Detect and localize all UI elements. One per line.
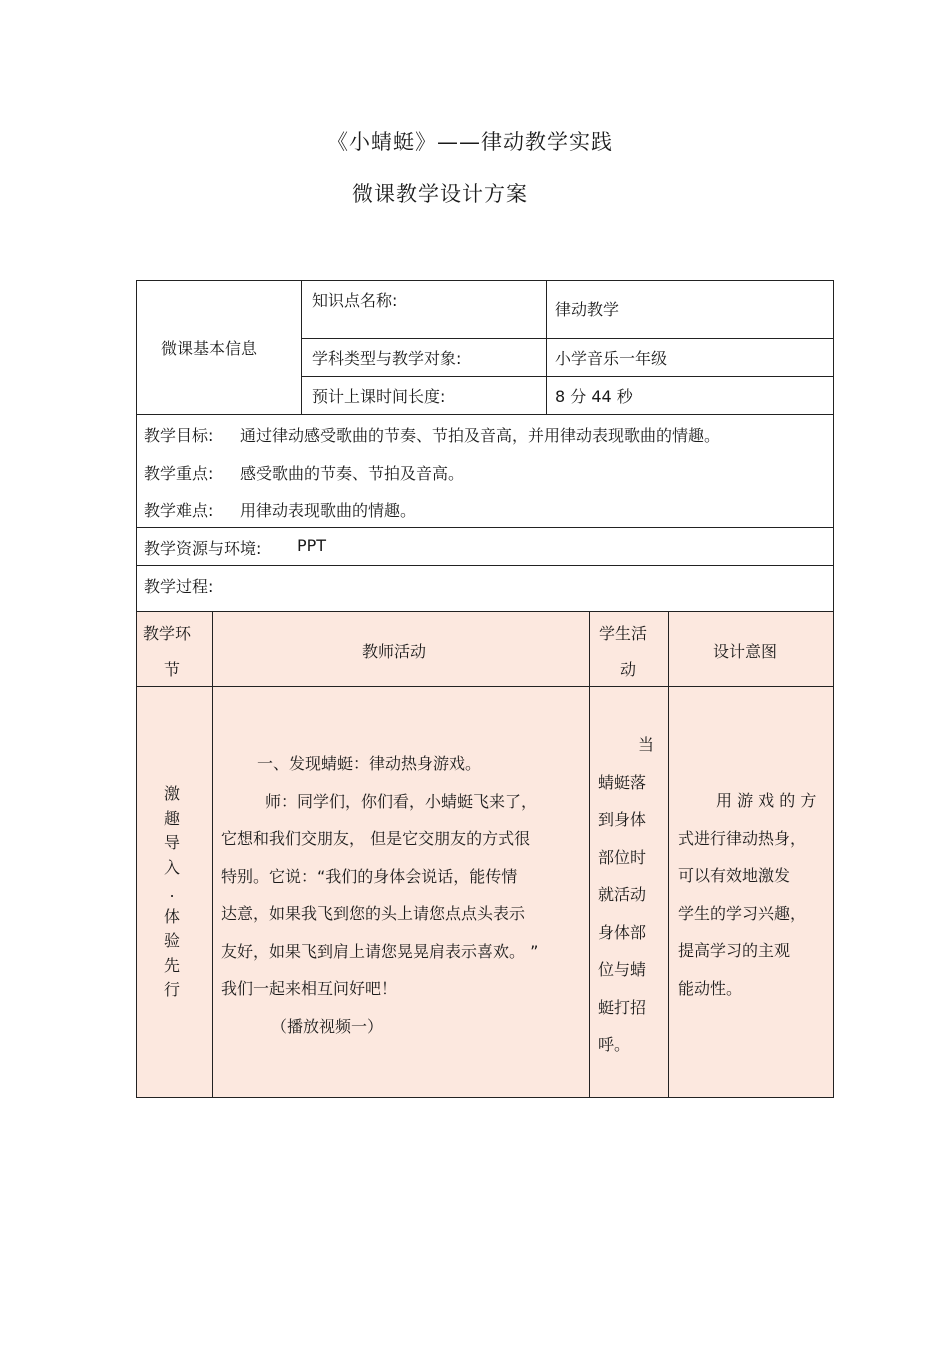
- info-label-knowledge: 知识点名称:: [312, 291, 398, 310]
- student-line: 到身体: [598, 810, 647, 829]
- design-line: 式进行律动热身，: [678, 828, 807, 848]
- teacher-line: 友好，如果飞到肩上请您晃晃肩表示喜欢。 ”: [221, 941, 539, 961]
- teacher-line: 它想和我们交朋友， 但是它交朋友的方式很: [221, 829, 531, 848]
- stage-char: 入: [163, 857, 180, 877]
- teacher-line: 我们一起来相互问好吧！: [221, 979, 398, 998]
- header-design-intent: 设计意图: [713, 642, 778, 661]
- header-student-line1: 学生活: [599, 624, 648, 643]
- stage-char: 激: [163, 784, 180, 803]
- design-line: 能动性。: [678, 978, 743, 998]
- design-line: 可以有效地激发: [678, 866, 791, 885]
- design-line: 用 游 戏 的 方: [716, 791, 817, 810]
- key-point-label: 教学重点:: [144, 464, 214, 483]
- info-label-subject: 学科类型与教学对象:: [312, 349, 462, 368]
- header-teacher-activity: 教师活动: [362, 642, 427, 661]
- stage-char: 行: [163, 980, 180, 999]
- document-subtitle: 微课教学设计方案: [352, 182, 528, 206]
- teacher-line: 师：同学们，你们看，小蜻蜓飞来了，: [265, 791, 538, 811]
- teacher-line: 特别。它说：“我们的身体会说话，能传情: [221, 866, 518, 886]
- stage-char: 验: [163, 931, 180, 950]
- stage-vertical-text: [162, 782, 182, 1003]
- difficulty-label: 教学难点:: [144, 501, 214, 520]
- design-intent-text: [678, 782, 828, 1007]
- info-label-duration: 预计上课时间长度:: [312, 387, 446, 406]
- difficulty-text: 用律动表现歌曲的情趣。: [240, 501, 417, 520]
- section-label-basic-info: 微课基本信息: [161, 339, 258, 358]
- stage-char: 先: [163, 955, 180, 975]
- stage-char: 趣: [163, 808, 180, 828]
- objective-text: 通过律动感受歌曲的节奏、节拍及音高，并用律动表现歌曲的情趣。: [240, 426, 721, 445]
- objective-label: 教学目标:: [144, 426, 214, 445]
- process-label: 教学过程:: [144, 577, 214, 596]
- key-point-text: 感受歌曲的节奏、节拍及音高。: [240, 464, 465, 483]
- info-value-duration: 8 分 44 秒: [555, 387, 633, 406]
- header-student-line2: 动: [620, 660, 637, 679]
- info-value-subject: 小学音乐一年级: [555, 349, 668, 368]
- teacher-activity-text: [221, 745, 583, 1045]
- student-line: 位与蜻: [598, 960, 647, 979]
- student-line: 部位时: [598, 847, 647, 867]
- stage-char: 导: [163, 833, 180, 852]
- design-line: 学生的学习兴趣，: [678, 903, 807, 923]
- student-line: 身体部: [598, 922, 647, 942]
- teacher-line: 达意，如果我飞到您的头上请您点点头表示: [221, 904, 526, 923]
- stage-char: .: [169, 882, 175, 901]
- student-line: 就活动: [598, 885, 647, 904]
- student-line: 当: [637, 735, 654, 754]
- resources-label: 教学资源与环境:: [144, 539, 262, 558]
- teacher-line: 一、发现蜻蜓：律动热身游戏。: [257, 754, 482, 773]
- student-activity-text: [598, 726, 660, 1064]
- info-value-knowledge: 律动教学: [555, 300, 620, 319]
- design-line: 提高学习的主观: [678, 941, 791, 960]
- student-line: 蜓打招: [598, 997, 647, 1017]
- student-line: 蜻蜓落: [598, 772, 647, 792]
- resources-value: PPT: [297, 536, 327, 555]
- student-line: 呼。: [598, 1035, 631, 1054]
- document-title: 《小蜻蜓》——律动教学实践: [327, 130, 613, 154]
- header-stage-line2: 节: [164, 660, 181, 679]
- teacher-line: （播放视频一）: [271, 1016, 384, 1036]
- stage-char: 体: [163, 906, 180, 926]
- lesson-plan-table: [136, 280, 834, 1098]
- header-stage-line1: 教学环: [143, 624, 192, 643]
